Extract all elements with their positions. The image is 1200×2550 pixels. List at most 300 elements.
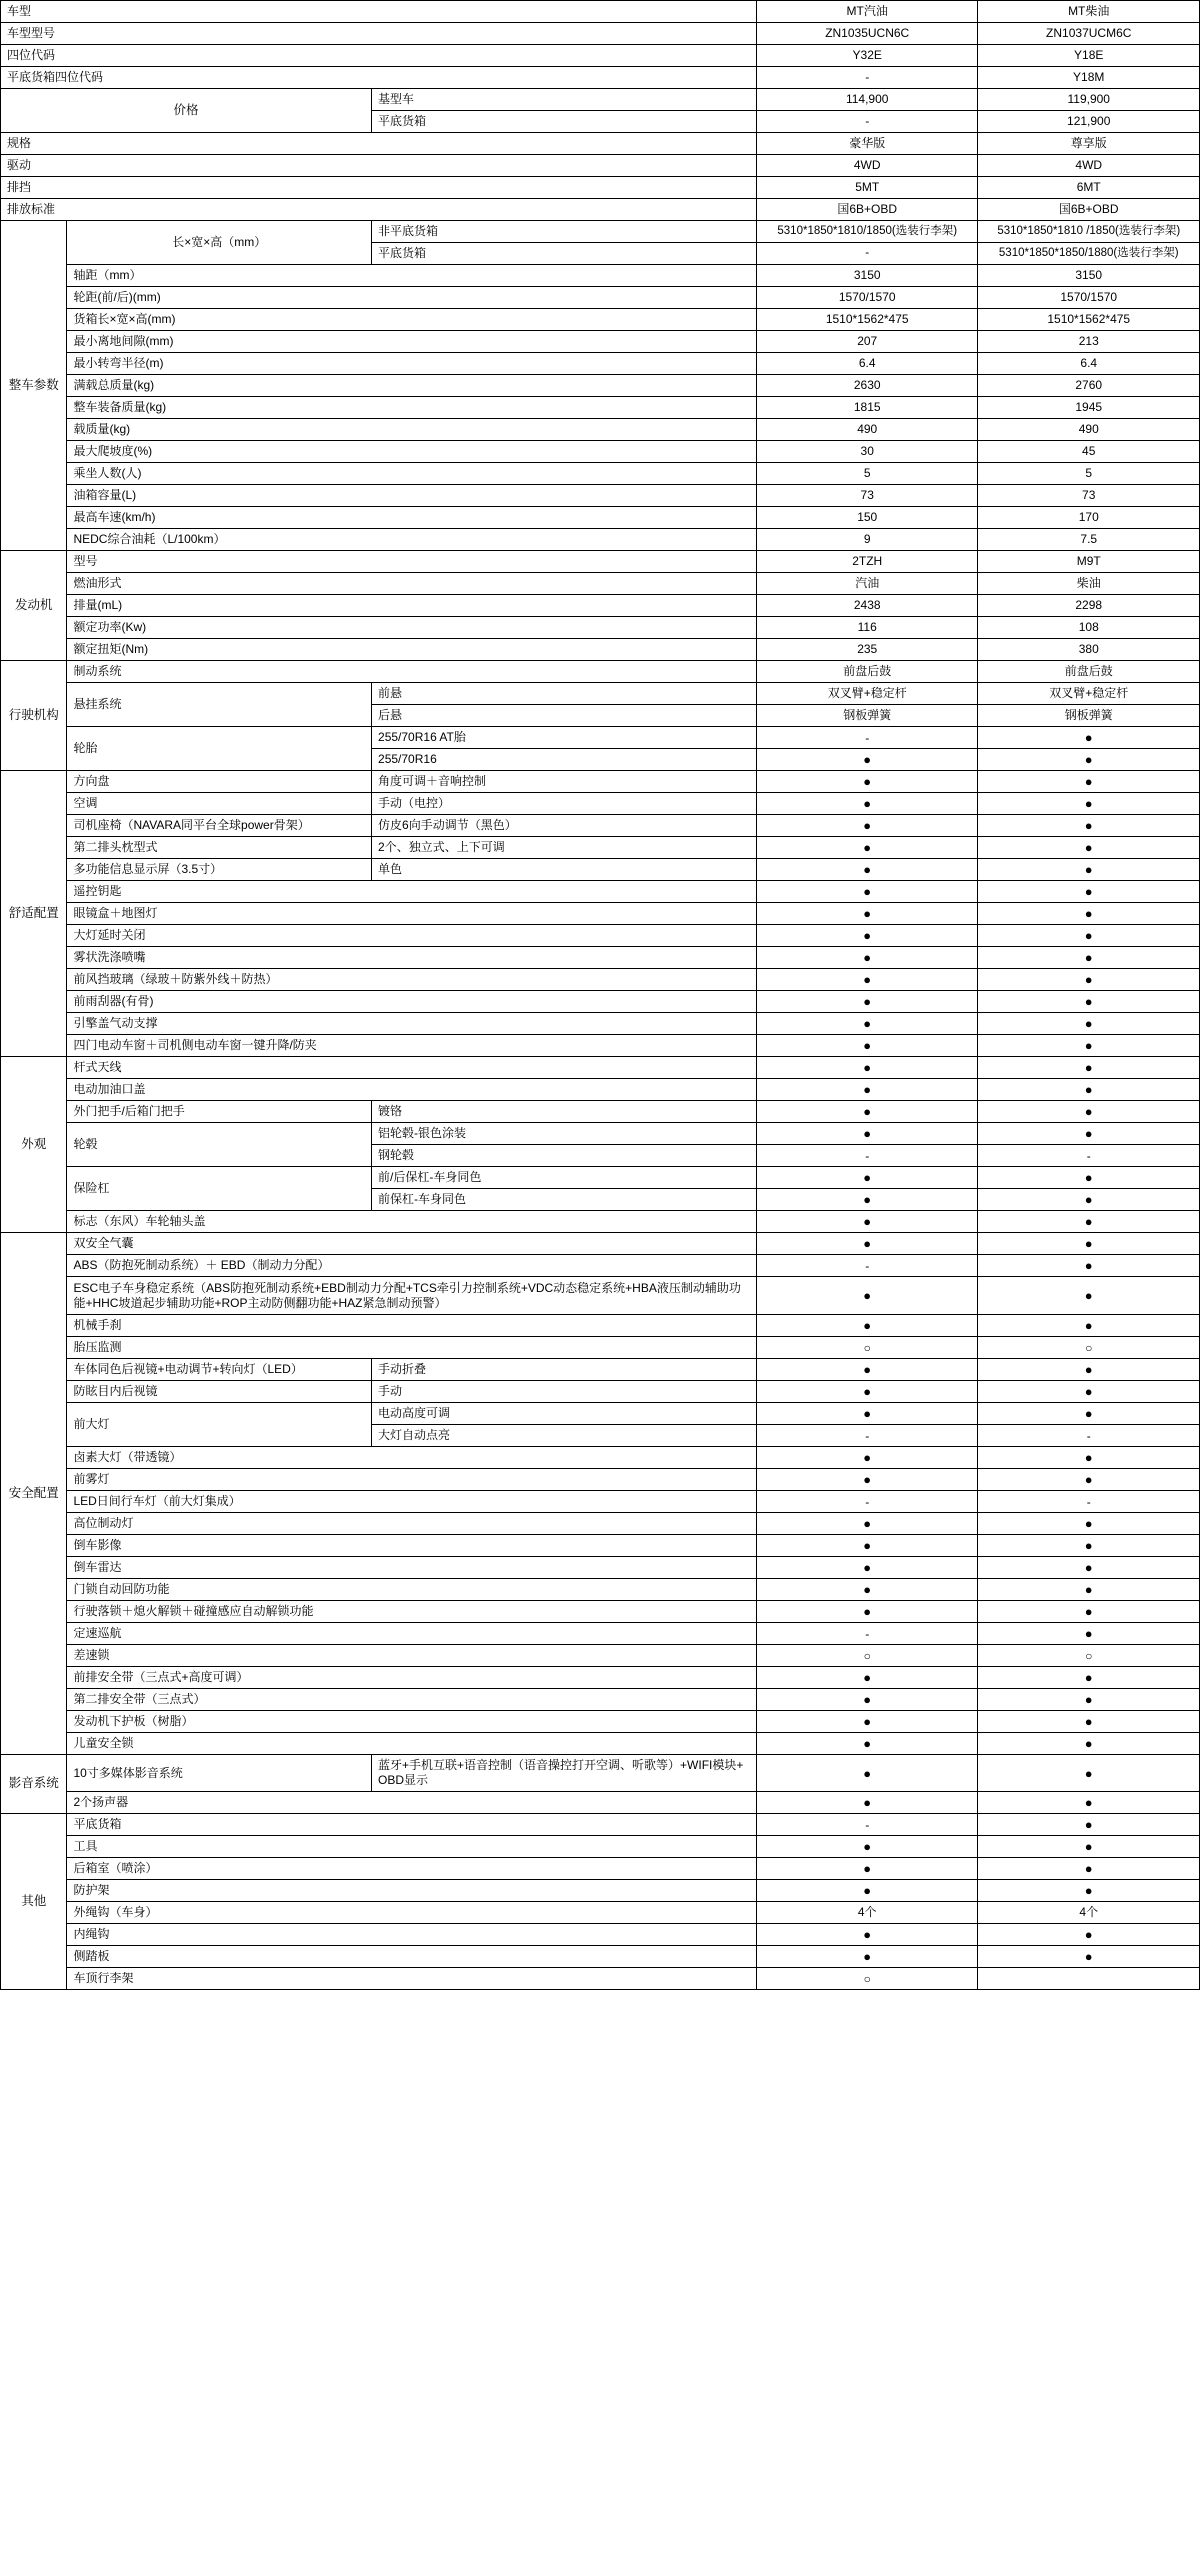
row-label: 防护架 [67, 1880, 757, 1902]
row-label: ABS（防抱死制动系统）＋ EBD（制动力分配） [67, 1255, 757, 1277]
row-sublabel: 非平底货箱 [372, 221, 757, 243]
value-col2: ● [978, 1447, 1200, 1469]
table-row [1, 1123, 1200, 1145]
table-row [1, 353, 1200, 375]
table-row [1, 1403, 1200, 1425]
value-col2: ● [978, 1513, 1200, 1535]
row-label: 防眩目内后视镜 [67, 1381, 372, 1403]
value-col1: 1570/1570 [756, 287, 978, 309]
row-label: 轴距（mm） [67, 265, 757, 287]
row-label: 最高车速(km/h) [67, 507, 757, 529]
value-col2: 3150 [978, 265, 1200, 287]
table-row [1, 485, 1200, 507]
value-col2: ● [978, 1579, 1200, 1601]
value-col1: - [756, 243, 978, 265]
value-col1: ● [756, 1013, 978, 1035]
table-row [1, 903, 1200, 925]
row-label: 载质量(kg) [67, 419, 757, 441]
value-col2: 6.4 [978, 353, 1200, 375]
value-col2: 2760 [978, 375, 1200, 397]
value-col1: ● [756, 1359, 978, 1381]
value-col2: ● [978, 1924, 1200, 1946]
row-sublabel: 钢轮毂 [372, 1145, 757, 1167]
value-col1: 2TZH [756, 551, 978, 573]
value-col1: ● [756, 991, 978, 1013]
value-col1: ● [756, 1447, 978, 1469]
row-label: 机械手刹 [67, 1315, 757, 1337]
value-col2: ● [978, 1189, 1200, 1211]
row-label-nedc: NEDC综合油耗（L/100km） [67, 529, 757, 551]
value-col2: ○ [978, 1337, 1200, 1359]
table-row [1, 1535, 1200, 1557]
row-label: 杆式天线 [67, 1057, 757, 1079]
table-row [1, 1513, 1200, 1535]
value-col2: ● [978, 1315, 1200, 1337]
table-row [1, 859, 1200, 881]
table-row [1, 45, 1200, 67]
row-label: 眼镜盒＋地图灯 [67, 903, 757, 925]
value-col2: 柴油 [978, 573, 1200, 595]
value-col1: MT汽油 [756, 1, 978, 23]
table-row [1, 1623, 1200, 1645]
value-col1: ● [756, 859, 978, 881]
value-col1: 235 [756, 639, 978, 661]
row-label: 遥控钥匙 [67, 881, 757, 903]
table-row [1, 969, 1200, 991]
row-sublabel: 大灯自动点亮 [372, 1425, 757, 1447]
value-col2: 6MT [978, 177, 1200, 199]
value-col1: 国6B+OBD [756, 199, 978, 221]
row-label: 整车装备质量(kg) [67, 397, 757, 419]
value-col2: - [978, 1491, 1200, 1513]
value-col1: ● [756, 1946, 978, 1968]
table-row [1, 1167, 1200, 1189]
table-row [1, 177, 1200, 199]
value-col2: ● [978, 1814, 1200, 1836]
table-row [1, 683, 1200, 705]
row-label: 后箱室（喷涂） [67, 1858, 757, 1880]
value-col1: 钢板弹簧 [756, 705, 978, 727]
row-label: 轮距(前/后)(mm) [67, 287, 757, 309]
row-label: 方向盘 [67, 771, 372, 793]
row-sublabel: 角度可调＋音响控制 [372, 771, 757, 793]
value-col1: 9 [756, 529, 978, 551]
table-row [1, 375, 1200, 397]
row-label: 雾状洗涤喷嘴 [67, 947, 757, 969]
table-row [1, 1858, 1200, 1880]
value-col2: 1570/1570 [978, 287, 1200, 309]
row-label: 平底货箱四位代码 [1, 67, 757, 89]
row-label: 侧踏板 [67, 1946, 757, 1968]
value-col1: ● [756, 1601, 978, 1623]
table-row [1, 1902, 1200, 1924]
row-label: 前雾灯 [67, 1469, 757, 1491]
table-row [1, 1057, 1200, 1079]
group-others: 其他 [1, 1814, 67, 1990]
row-label: 油箱容量(L) [67, 485, 757, 507]
value-col2: ● [978, 859, 1200, 881]
table-row [1, 1381, 1200, 1403]
value-col1: ● [756, 1315, 978, 1337]
value-col1: ● [756, 815, 978, 837]
value-col2: 170 [978, 507, 1200, 529]
table-row [1, 23, 1200, 45]
table-row [1, 1733, 1200, 1755]
value-col2: ZN1037UCM6C [978, 23, 1200, 45]
row-label: 工具 [67, 1836, 757, 1858]
table-row [1, 331, 1200, 353]
row-label: 电动加油口盖 [67, 1079, 757, 1101]
value-col1: ● [756, 1381, 978, 1403]
row-label-wheel: 轮毂 [67, 1123, 372, 1167]
row-sublabel: 前保杠-车身同色 [372, 1189, 757, 1211]
value-col1: 汽油 [756, 573, 978, 595]
table-row [1, 441, 1200, 463]
value-col1: - [756, 1623, 978, 1645]
row-label: 行驶落锁＋熄火解锁＋碰撞感应自动解锁功能 [67, 1601, 757, 1623]
value-col1: ● [756, 1557, 978, 1579]
value-col2: ● [978, 1667, 1200, 1689]
value-col2: 490 [978, 419, 1200, 441]
value-col1: ● [756, 1689, 978, 1711]
row-label: 前雨刮器(有骨) [67, 991, 757, 1013]
value-col2: 108 [978, 617, 1200, 639]
table-row [1, 1079, 1200, 1101]
row-label: 儿童安全锁 [67, 1733, 757, 1755]
value-col1: ● [756, 1079, 978, 1101]
value-col2: ● [978, 1057, 1200, 1079]
value-col2: - [978, 1145, 1200, 1167]
value-col2: - [978, 1425, 1200, 1447]
row-label: 燃油形式 [67, 573, 757, 595]
value-col2: ● [978, 1711, 1200, 1733]
table-row [1, 463, 1200, 485]
value-col2: 尊享版 [978, 133, 1200, 155]
value-col2: ● [978, 727, 1200, 749]
row-label: 最小离地间隙(mm) [67, 331, 757, 353]
row-label: 多功能信息显示屏（3.5寸） [67, 859, 372, 881]
value-col2: ● [978, 1123, 1200, 1145]
value-col1: ● [756, 947, 978, 969]
row-label: 额定扭矩(Nm) [67, 639, 757, 661]
row-label: 乘坐人数(人) [67, 463, 757, 485]
value-col2: ● [978, 1836, 1200, 1858]
value-col1: 207 [756, 331, 978, 353]
value-col2: ● [978, 1403, 1200, 1425]
table-row [1, 1946, 1200, 1968]
value-col2: M9T [978, 551, 1200, 573]
value-col1: ● [756, 1469, 978, 1491]
group-price: 价格 [1, 89, 372, 133]
value-col1: ● [756, 1667, 978, 1689]
table-row [1, 1277, 1200, 1315]
table-row [1, 1968, 1200, 1990]
value-col1: ○ [756, 1337, 978, 1359]
table-row [1, 1711, 1200, 1733]
value-col2 [978, 1968, 1200, 1990]
value-col2: 2298 [978, 595, 1200, 617]
value-col2: Y18M [978, 67, 1200, 89]
value-col1: Y32E [756, 45, 978, 67]
table-row [1, 67, 1200, 89]
table-row [1, 1491, 1200, 1513]
value-col1: ● [756, 1277, 978, 1315]
row-sublabel: 前悬 [372, 683, 757, 705]
value-col1: 5MT [756, 177, 978, 199]
group-safety: 安全配置 [1, 1233, 67, 1755]
row-label: 型号 [67, 551, 757, 573]
value-col1: ● [756, 1579, 978, 1601]
table-row [1, 837, 1200, 859]
value-col1: ● [756, 771, 978, 793]
value-col1: - [756, 727, 978, 749]
table-row [1, 1924, 1200, 1946]
table-row [1, 1, 1200, 23]
row-label: 车型 [1, 1, 757, 23]
value-col2: ● [978, 1557, 1200, 1579]
table-row [1, 529, 1200, 551]
value-col1: ● [756, 903, 978, 925]
value-col2: ● [978, 793, 1200, 815]
value-col2: ● [978, 903, 1200, 925]
row-sublabel: 基型车 [372, 89, 757, 111]
value-col1: ○ [756, 1968, 978, 1990]
table-row [1, 1359, 1200, 1381]
table-row [1, 1792, 1200, 1814]
row-label: 倒车影像 [67, 1535, 757, 1557]
value-col1: ● [756, 1924, 978, 1946]
value-col1: 150 [756, 507, 978, 529]
table-row [1, 815, 1200, 837]
row-sublabel: 前/后保杠-车身同色 [372, 1167, 757, 1189]
value-col2: ● [978, 1880, 1200, 1902]
table-row [1, 1755, 1200, 1792]
value-col2: 5310*1850*1850/1880(选装行李架) [978, 243, 1200, 265]
row-label: 规格 [1, 133, 757, 155]
value-col2: ● [978, 881, 1200, 903]
value-col2: Y18E [978, 45, 1200, 67]
group-exterior: 外观 [1, 1057, 67, 1233]
value-col2: 国6B+OBD [978, 199, 1200, 221]
table-row [1, 617, 1200, 639]
value-col1: 2630 [756, 375, 978, 397]
row-sublabel: 单色 [372, 859, 757, 881]
row-label: 最小转弯半径(m) [67, 353, 757, 375]
value-col1: ● [756, 1167, 978, 1189]
row-label: 外门把手/后箱门把手 [67, 1101, 372, 1123]
value-col1: ● [756, 1880, 978, 1902]
value-col1: - [756, 111, 978, 133]
row-label: 空调 [67, 793, 372, 815]
value-col1: ● [756, 925, 978, 947]
value-col2: ● [978, 1079, 1200, 1101]
row-label: 定速巡航 [67, 1623, 757, 1645]
row-label: 高位制动灯 [67, 1513, 757, 1535]
value-col1: ● [756, 1733, 978, 1755]
value-col2: 380 [978, 639, 1200, 661]
row-label: 双安全气囊 [67, 1233, 757, 1255]
row-label: 第二排头枕型式 [67, 837, 372, 859]
table-row [1, 551, 1200, 573]
value-col1: 30 [756, 441, 978, 463]
group-av: 影音系统 [1, 1755, 67, 1814]
value-col2: 5 [978, 463, 1200, 485]
table-row [1, 1447, 1200, 1469]
value-col2: 5310*1850*1810 /1850(选装行李架) [978, 221, 1200, 243]
table-row [1, 309, 1200, 331]
row-label: 前风挡玻璃（绿玻＋防紫外线＋防热） [67, 969, 757, 991]
row-sublabel: 铝轮毂-银色涂装 [372, 1123, 757, 1145]
value-col1: 116 [756, 617, 978, 639]
value-col2: ● [978, 1755, 1200, 1792]
value-col2: ● [978, 947, 1200, 969]
value-col1: 6.4 [756, 353, 978, 375]
value-col2: ● [978, 1167, 1200, 1189]
value-col2: 7.5 [978, 529, 1200, 551]
value-col2: ● [978, 969, 1200, 991]
value-col2: 1510*1562*475 [978, 309, 1200, 331]
value-col2: 45 [978, 441, 1200, 463]
value-col2: ● [978, 1211, 1200, 1233]
table-row [1, 199, 1200, 221]
table-row [1, 1645, 1200, 1667]
value-col2: 213 [978, 331, 1200, 353]
table-row [1, 1689, 1200, 1711]
value-col1: ● [756, 1035, 978, 1057]
value-col2: ● [978, 1381, 1200, 1403]
table-row [1, 89, 1200, 111]
row-label: 大灯延时关闭 [67, 925, 757, 947]
value-col1: - [756, 1255, 978, 1277]
row-label: 驱动 [1, 155, 757, 177]
value-col1: ● [756, 969, 978, 991]
group-chassis: 行驶机构 [1, 661, 67, 771]
row-label-dimensions: 长×宽×高（mm） [67, 221, 372, 265]
table-row [1, 1337, 1200, 1359]
value-col1: ● [756, 1233, 978, 1255]
value-col1: 5310*1850*1810/1850(选装行李架) [756, 221, 978, 243]
row-label: 四门电动车窗＋司机侧电动车窗一键升降/防夹 [67, 1035, 757, 1057]
value-col1: ● [756, 793, 978, 815]
value-col2: ● [978, 771, 1200, 793]
row-label: 司机座椅（NAVARA同平台全球power骨架） [67, 815, 372, 837]
value-col1: 5 [756, 463, 978, 485]
value-col2: ● [978, 1733, 1200, 1755]
group-vehicle-params: 整车参数 [1, 221, 67, 551]
row-label-suspension: 悬挂系统 [67, 683, 372, 727]
value-col2: 4WD [978, 155, 1200, 177]
value-col1: ● [756, 1057, 978, 1079]
value-col1: 4个 [756, 1902, 978, 1924]
row-label: 10寸多媒体影音系统 [67, 1755, 372, 1792]
row-sublabel: 255/70R16 AT胎 [372, 727, 757, 749]
value-col1: 490 [756, 419, 978, 441]
table-row [1, 1255, 1200, 1277]
value-col1: 1510*1562*475 [756, 309, 978, 331]
table-row [1, 1013, 1200, 1035]
value-col1: - [756, 1491, 978, 1513]
value-col2: 119,900 [978, 89, 1200, 111]
value-col2: ● [978, 1255, 1200, 1277]
value-col1: ● [756, 1711, 978, 1733]
value-col1: ● [756, 1535, 978, 1557]
row-label: 四位代码 [1, 45, 757, 67]
table-row [1, 133, 1200, 155]
table-row [1, 221, 1200, 243]
table-row [1, 1101, 1200, 1123]
table-row [1, 397, 1200, 419]
row-sublabel: 仿皮6向手动调节（黑色） [372, 815, 757, 837]
row-label: 前排安全带（三点式+高度可调） [67, 1667, 757, 1689]
value-col1: ● [756, 1211, 978, 1233]
row-sublabel: 手动（电控） [372, 793, 757, 815]
value-col1: ● [756, 1836, 978, 1858]
table-row [1, 265, 1200, 287]
table-row [1, 947, 1200, 969]
row-sublabel: 后悬 [372, 705, 757, 727]
row-label-bumper: 保险杠 [67, 1167, 372, 1211]
value-col2: ● [978, 815, 1200, 837]
row-label: 平底货箱 [67, 1814, 757, 1836]
table-row [1, 771, 1200, 793]
value-col1: ● [756, 1189, 978, 1211]
value-col1: ● [756, 1513, 978, 1535]
value-col1: 1815 [756, 397, 978, 419]
row-sublabel: 手动折叠 [372, 1359, 757, 1381]
value-col2: ● [978, 1623, 1200, 1645]
value-col1: ● [756, 1101, 978, 1123]
row-label: 胎压监测 [67, 1337, 757, 1359]
row-sublabel: 平底货箱 [372, 111, 757, 133]
value-col2: ● [978, 1469, 1200, 1491]
value-col2: ● [978, 1946, 1200, 1968]
table-row [1, 419, 1200, 441]
value-col1: - [756, 1145, 978, 1167]
value-col1: 3150 [756, 265, 978, 287]
row-label: 车顶行李架 [67, 1968, 757, 1990]
row-label: 车型型号 [1, 23, 757, 45]
value-col1: 4WD [756, 155, 978, 177]
table-row [1, 1836, 1200, 1858]
row-label: ESC电子车身稳定系统（ABS防抱死制动系统+EBD制动力分配+TCS牵引力控制系统+VDC动态稳定系统+HBA液压制动辅助功能+HHC坡道起步辅助功能+ROP主动防侧翻功能+HAZ紧急制动预警） [67, 1277, 757, 1315]
row-label: 排挡 [1, 177, 757, 199]
value-col2: 前盘后鼓 [978, 661, 1200, 683]
row-sublabel: 平底货箱 [372, 243, 757, 265]
value-col2: ● [978, 837, 1200, 859]
value-col2: ● [978, 1858, 1200, 1880]
table-row [1, 991, 1200, 1013]
table-row [1, 573, 1200, 595]
row-label: 车体同色后视镜+电动调节+转向灯（LED） [67, 1359, 372, 1381]
value-col2: 73 [978, 485, 1200, 507]
row-label: 发动机下护板（树脂） [67, 1711, 757, 1733]
row-label: 倒车雷达 [67, 1557, 757, 1579]
row-label: 内绳钩 [67, 1924, 757, 1946]
value-col1: ● [756, 1792, 978, 1814]
value-col2: ● [978, 1359, 1200, 1381]
value-col2: ● [978, 1689, 1200, 1711]
row-label: 排放标准 [1, 199, 757, 221]
row-label: 卤素大灯（带透镜） [67, 1447, 757, 1469]
value-col2: ● [978, 1233, 1200, 1255]
table-row [1, 507, 1200, 529]
row-sublabel: 2个、独立式、上下可调 [372, 837, 757, 859]
row-label: LED日间行车灯（前大灯集成） [67, 1491, 757, 1513]
value-col1: 114,900 [756, 89, 978, 111]
table-row [1, 1601, 1200, 1623]
value-col1: ● [756, 837, 978, 859]
row-label: 外绳钩（车身） [67, 1902, 757, 1924]
